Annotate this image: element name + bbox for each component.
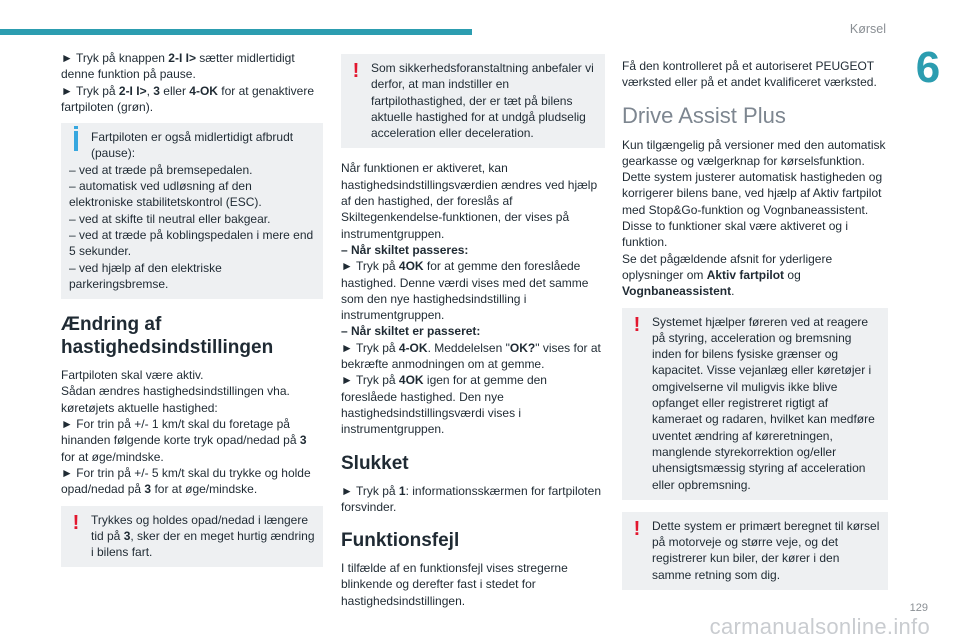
section-label: Kørsel — [849, 22, 886, 36]
paragraph: ► Tryk på 4OK for at gemme den foreslåede hastighed. Denne værdi vises med det samme som den nye hastighedsindstilling i instrumentgruppen. — [341, 259, 589, 323]
paragraph: Få den kontrolleret på et autoriseret PEUGEOT værksted eller på et andet kvalificeret værksted. — [622, 59, 877, 90]
warning-icon: ! — [352, 60, 360, 82]
warning-icon: ! — [633, 313, 641, 336]
subheading: – Når skiltet passeres: — [341, 242, 469, 257]
warning-box: ! Som sikkerhedsforanstaltning anbefaler vi derfor, at man indstiller en fartpilothastighed, der er tæt på bilens aktuelle hastighed for at undgå pludselig acceleration eller deceleration. — [341, 54, 605, 148]
paragraph: Kun tilgængelig på versioner med den automatisk gearkasse og vælgerknap for kørselsfunktion. — [622, 137, 886, 168]
chapter-number: 6 — [915, 43, 941, 92]
warning-icon: ! — [72, 511, 80, 534]
column-3 — [622, 58, 888, 602]
warning-icon: ! — [633, 517, 641, 540]
paragraph: ► Tryk på 1: informationsskærmen for fartpiloten forsvinder. — [341, 483, 601, 514]
paragraph: ► For trin på +/- 1 km/t skal du foretage på hinanden følgende korte tryk opad/nedad på 3 for at øge/mindske. — [61, 417, 307, 464]
heading-fault: Funktionsfejl — [341, 530, 460, 552]
subheading: – Når skiltet er passeret: — [341, 324, 481, 339]
paragraph: Når funktionen er aktiveret, kan hastighedsindstillingsværdien ændres ved hjælp af den hastighed, der foreslås af Skiltegenkendelse-funktionen, der vises på instrumentgruppen. — [341, 161, 598, 241]
heading-drive-assist-plus: Drive Assist Plus — [622, 102, 786, 128]
paragraph: I tilfælde af en funktionsfejl vises stregerne blinkende og derefter fast i stedet for hastighedsindstillingen. — [341, 561, 568, 608]
watermark: carmanualsonline.info — [709, 614, 930, 639]
heading-change-speed: Ændring af hastighedsindstillingen — [61, 314, 274, 359]
page-number: 129 — [909, 602, 928, 614]
warning-box: ! Dette system er primært beregnet til kørsel på motorveje og større veje, og det registrerer kun biler, der kører i den samme retning som dig. — [622, 512, 888, 590]
paragraph: Sådan ændres hastighedsindstillingen vha. køretøjets aktuelle hastighed: — [61, 384, 290, 415]
column-2 — [341, 54, 605, 609]
warning-box: ! Trykkes og holdes opad/nedad i længere tid på 3, sker der en meget hurtig ændring i bilens fart. — [61, 506, 323, 568]
paragraph: Dette system justerer automatisk hastigheden og korrigerer bilens bane, ved hjælp af Aktiv fartpilot med Stop&Go-funktion og Vognbaneassistent. — [622, 170, 883, 217]
paragraph: ► For trin på +/- 5 km/t skal du trykke og holde opad/nedad på 3 for at øge/mindske. — [61, 465, 311, 497]
paragraph: Se det pågældende afsnit for yderligere oplysninger om Aktiv fartpilot og Vognbaneassistent. — [622, 251, 833, 299]
column-1 — [61, 50, 323, 579]
info-icon — [69, 131, 83, 154]
paragraph: Fartpiloten skal være aktiv. — [61, 368, 204, 383]
paragraph: ► Tryk på knappen 2-I I> sætter midlertidigt denne funktion på pause. — [61, 51, 295, 82]
paragraph: ► Tryk på 4-OK. Meddelelsen "OK?" vises for at bekræfte anmodningen om at gemme. — [341, 340, 601, 372]
info-box: Fartpiloten er også midlertidigt afbrudt (pause): – ved at træde på bremsepedalen. – automatisk ved udløsning af den elektroniske stabilitetskontrol (ESC). – ved at skifte til neutral eller bakgear. – ved at træde på koblingspedalen i mere end 5 sekunder. – ved hjælp af den elektriske parkeringsbremse. — [61, 123, 323, 299]
warning-box: ! Systemet hjælper føreren ved at reagere på styring, acceleration og bremsning inden for bilens fysiske grænser og kapacitet. Visse vejanlæg eller køretøjer i omgivelserne vil muligvis ikke blive opfanget eller registreret rigtigt af kameraet og radaren, hvilket kan medføre uventet ændring af køreretningen, manglende styrekorrektion og/eller uhensigtsmæssig styring af acceleration eller opbremsning. — [622, 308, 888, 500]
heading-off: Slukket — [341, 452, 409, 474]
paragraph: Disse to funktioner skal være aktiveret og i funktion. — [622, 219, 849, 250]
paragraph: ► Tryk på 4OK igen for at gemme den foreslåede hastighed. Den nye hastighedsindstillingsværdi vises i instrumentgruppen. — [341, 373, 547, 437]
header-accent-bar — [0, 29, 472, 35]
paragraph: ► Tryk på 2-I I>, 3 eller 4-OK for at genaktivere fartpiloten (grøn). — [61, 83, 315, 114]
